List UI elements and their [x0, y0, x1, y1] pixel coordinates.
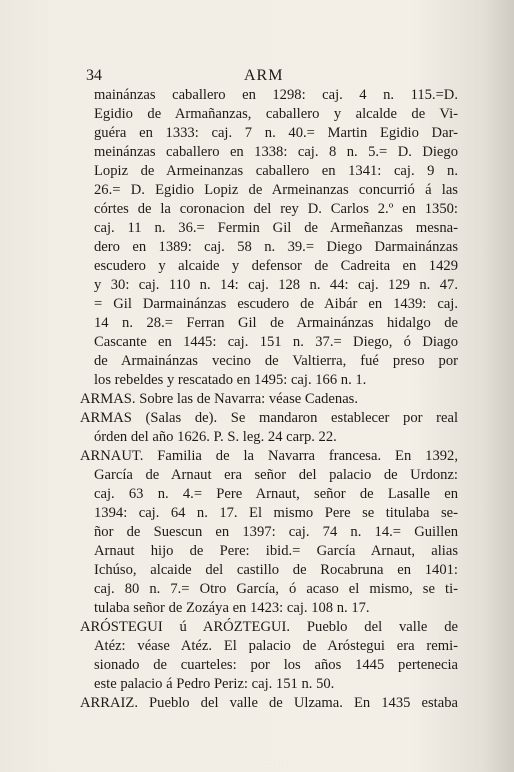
text-line: meinánzas caballero en 1338: caj. 8 n. 5.= D. Diego: [94, 144, 458, 160]
text-line: Atéz: véase Atéz. El palacio de Aróstegui era remi-: [94, 638, 458, 654]
text-line: Lopiz de Armeinanzas caballero en 1341: caj. 9 n.: [94, 163, 458, 179]
dictionary-text: [80, 86, 458, 713]
text-line: ARÓSTEGUI ú ARÓZTEGUI. Pueblo del valle de: [80, 619, 458, 635]
text-line: ARRAIZ. Pueblo del valle de Ulzama. En 1435 estaba: [80, 695, 458, 711]
text-line: Ichúso, alcaide del castillo de Rocabruna en 1401:: [94, 562, 458, 578]
text-line: ARNAUT. Familia de la Navarra francesa. En 1392,: [80, 448, 458, 464]
text-line: tulaba señor de Zozáya en 1423: caj. 108 n. 17.: [94, 600, 370, 616]
text-line: García de Arnaut era señor del palacio de Urdonz:: [94, 467, 458, 483]
text-line: 14 n. 28.= Ferran Gil de Armainánzas hidalgo de: [94, 315, 458, 331]
page-number: 34: [86, 67, 102, 84]
text-line: los rebeldes y rescatado en 1495: caj. 166 n. 1.: [94, 372, 367, 388]
text-line: ARMAS (Salas de). Se mandaron establecer por real: [80, 410, 458, 426]
text-line: mainánzas caballero en 1298: caj. 4 n. 115.=D.: [94, 87, 458, 103]
text-line: Egidio de Armañanzas, caballero y alcalde de Vi-: [94, 106, 458, 122]
text-line: 26.= D. Egidio Lopiz de Armeinanzas concurrió á las: [94, 182, 458, 198]
text-line: de Armainánzas vecino de Valtierra, fué preso por: [94, 353, 458, 369]
text-line: ñor de Suescun en 1397: caj. 74 n. 14.= Guillen: [94, 524, 458, 540]
text-line: guéra en 1333: caj. 7 n. 40.= Martin Egidio Dar-: [94, 125, 458, 141]
text-line: caj. 80 n. 7.= Otro García, ó acaso el mismo, se ti-: [94, 581, 458, 597]
text-line: Cascante en 1445: caj. 151 n. 37.= Diego, ó Diago: [94, 334, 458, 350]
text-line: córtes de la coronacion del rey D. Carlos 2.º en 1350:: [94, 201, 458, 217]
text-line: dero en 1389: caj. 58 n. 39.= Diego Darmainánzas: [94, 239, 458, 255]
text-line: este palacio á Pedro Periz: caj. 151 n. 50.: [94, 676, 335, 692]
text-line: caj. 63 n. 4.= Pere Arnaut, señor de Lasalle en: [94, 486, 458, 502]
text-line: 1394: caj. 64 n. 17. El mismo Pere se titulaba se-: [94, 505, 458, 521]
text-line: caj. 11 n. 36.= Fermin Gil de Armeñanzas mesna-: [94, 220, 458, 236]
text-line: Arnaut hijo de Pere: ibid.= García Arnaut, alias: [94, 543, 458, 559]
text-line: escudero y alcaide y defensor de Cadreita en 1429: [94, 258, 458, 274]
text-line: y 30: caj. 110 n. 14: caj. 128 n. 44: caj. 129 n. 47.: [94, 277, 458, 293]
text-line: sionado de cuarteles: por los años 1445 pertenecia: [94, 657, 458, 673]
running-title: ARM: [244, 67, 284, 84]
text-line: = Gil Darmainánzas escudero de Aibár en 1439: caj.: [94, 296, 458, 312]
text-line: ARMAS. Sobre las de Navarra: véase Cadenas.: [80, 391, 359, 407]
text-line: órden del año 1626. P. S. leg. 24 carp. 22.: [94, 429, 337, 445]
